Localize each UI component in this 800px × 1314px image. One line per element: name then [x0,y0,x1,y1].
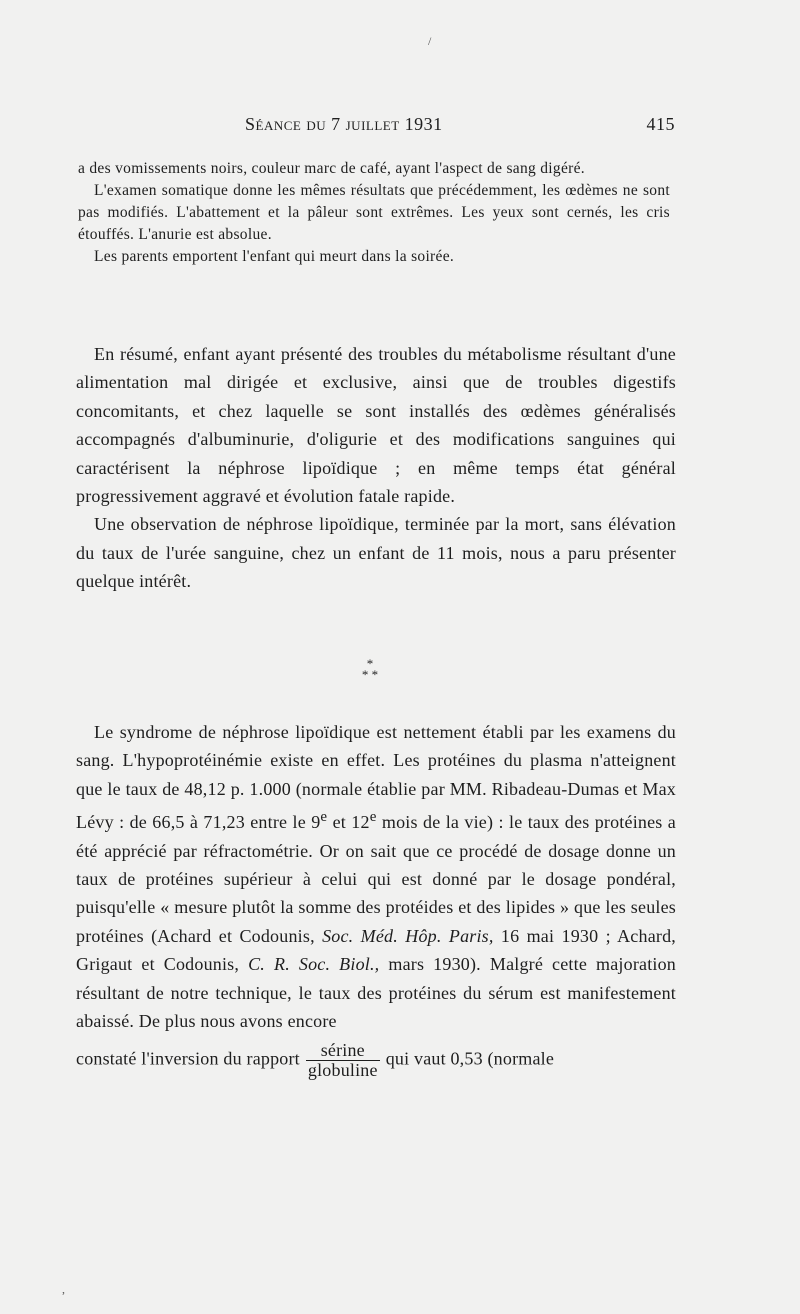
discussion-text-b: et 12 [327,812,370,833]
ratio-text-after: qui vaut 0,53 (normale [385,1049,555,1070]
separator-bottom-stars: * * [361,667,379,682]
case-paragraph-1: a des vomissements noirs, couleur marc de café, ayant l'aspect de sang digéré. [78,160,585,177]
case-paragraph-3: Les parents emportent l'enfant qui meurt dans la soirée. [94,248,455,265]
stray-mark-bottom: , [62,1282,65,1296]
case-paragraph-2: L'examen somatique donne les mêmes résultats que précédemment, les œdèmes ne sont pas modifiés. L'abattement et la pâleur sont extrêmes. Les yeux sont cernés, les cris étouffés. L'anurie est absolue. [78,182,670,243]
citation-c-r-soc-biol: C. R. Soc. Biol., [248,954,380,975]
separator-top-star: * [366,656,374,671]
discussion-text-e: mars 1930). Malgré cette majoration résultant de notre technique, le taux des protéines du sérum est manifestement abaissé. De plus nous avons encore [76,954,677,1032]
section-separator-asterisks [355,658,385,680]
ratio-fraction [306,1041,380,1080]
stray-mark: / [428,34,432,48]
citation-soc-med-hop: Soc. Méd. Hôp. Paris, [322,925,494,946]
discussion-text-d: 16 mai 1930 ; Achard, Grigaut et Codounis, [76,925,676,975]
summary-paragraph-1: En résumé, enfant ayant présenté des troubles du métabolisme résultant d'une alimentation mal dirigée et exclusive, ainsi que de troubles digestifs concomitants, et chez laquelle se sont installés des œdèmes généralisés accompagnés d'albuminurie, d'oligurie et des modifications sanguines qui caractérisent la néphrose lipoïdique ; en même temps état général progressivement aggravé et évolution fatale rapide. [76,344,676,507]
discussion-paragraph-2 [76,1041,676,1080]
superscript-ninth: e [320,809,328,826]
discussion-text-c: mois de la vie) : le taux des protéines a été apprécié par réfractométrie. Or on sait que ce procédé de dosage donne un taux de protéines supérieur à celui qui est donné par le dosage pondéral, puisqu'elle « mesure plutôt la somme des protéides et des lipides » que les seules protéines (Achard et Codounis, [76,812,676,946]
summary-section [76,340,676,596]
summary-paragraph-2: Une observation de néphrose lipoïdique, terminée par la mort, sans élévation du taux de l'urée sanguine, chez un enfant de 11 mois, nous a paru présenter quelque intérêt. [76,514,676,592]
fraction-numerator: sérine [306,1041,380,1061]
superscript-twelfth: e [369,809,377,826]
discussion-paragraph-1 [76,718,676,1035]
running-head: Séance du 7 juillet 1931 [245,114,443,134]
discussion-section [76,718,676,1080]
case-report-end [78,158,670,268]
fraction-denominator: globuline [307,1060,378,1081]
ratio-text-before: constaté l'inversion du rapport [76,1049,300,1070]
discussion-text-a: Le syndrome de néphrose lipoïdique est nettement établi par les examens du sang. L'hypoprotéinémie existe en effet. Les protéines du plasma n'atteignent que le taux de 48,12 p. 1.000 (normale établie par MM. Ribadeau-Dumas et Max Lévy : de 66,5 à 71,23 entre le 9 [76,722,676,833]
page-number: 415 [646,114,675,134]
